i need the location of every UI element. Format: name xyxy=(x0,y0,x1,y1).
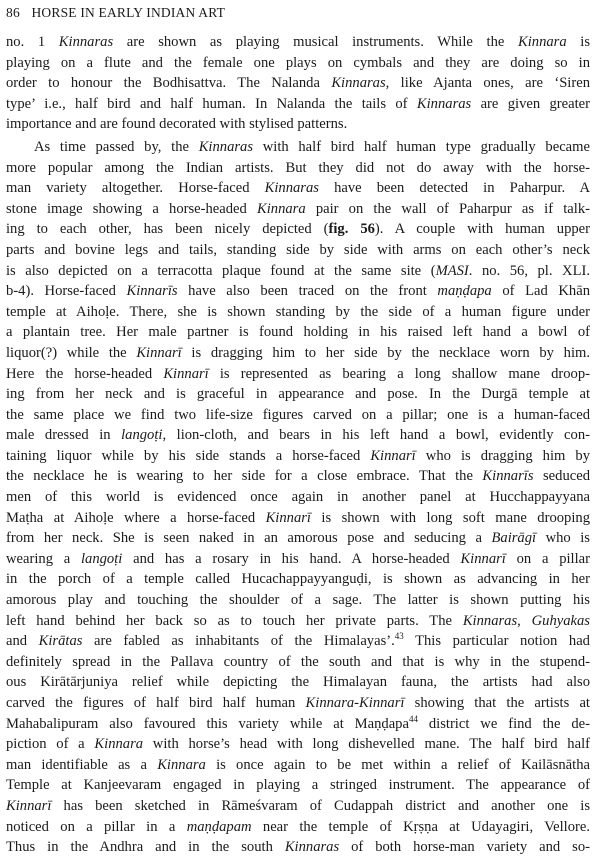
text-line: Maṭha at Aihoḷe where a horse-faced Kinnarī is shown with long soft mane drooping xyxy=(6,509,590,526)
text-line: Mahabalipuram also favoured this variety while at Maṇḍapa$^{44}$ district we find the de- xyxy=(6,713,590,732)
text-line: a plantain tree. Her male partner is found holding in his raised left hand a bowl of xyxy=(6,324,590,341)
text-line: in the porch of a temple called Hucachappayyanguḍi, is shown as advancing in her xyxy=(6,571,590,588)
text-line: wearing a langoṭi and has a rosary in his hand. A horse-headed Kinnarī on a pillar xyxy=(6,550,590,567)
text-line: carved the figures of half bird half human Kinnara-Kinnarī showing that the artists at xyxy=(6,695,590,711)
paragraph-2 xyxy=(6,137,590,858)
text-line: left hand behind her back so as to touch her private parts. The Kinnaras, Guhyakas xyxy=(6,612,590,629)
text-line: b-4). Horse-faced Kinnarīs have also been traced on the front maṇḍapa of Lad Khān xyxy=(6,283,590,300)
text-line: playing on a flute and the female one plays on cymbals and they are doing so in xyxy=(6,54,590,71)
text-line: type’ i.e., half bird and half human. In Nalanda the tails of Kinnaras are given greater xyxy=(6,95,590,112)
text-line: men of this world is evidenced once again in another panel at Hucchappayyana xyxy=(6,489,590,506)
text-line: more popular among the Indian artists. But they did not do away with the horse- xyxy=(6,159,590,176)
text-line: no. 1 Kinnaras are shown as playing musical instruments. While the Kinnara is xyxy=(6,34,590,50)
text-line: from her neck. She is seen naked in an amorous pose and seducing a Bairāgī who is xyxy=(6,530,590,547)
text-line: stone image showing a horse-headed Kinnara pair on the wall of Paharpur as if talk- xyxy=(6,200,590,217)
text-line: definitely spread in the Pallava country of the south and that is why in the stupend- xyxy=(6,653,590,670)
text-line: Thus in the Andhra and in the south Kinnaras of both horse-man variety and so- xyxy=(6,839,590,856)
text-line: As time passed by, the Kinnaras with half bird half human type gradually became xyxy=(34,138,590,155)
text-line: male dressed in langoṭi, lion-cloth, and bears in his left hand a bowl, evidently con- xyxy=(6,427,590,444)
text-line: ing to each other, has been nicely depicted (fig. 56). A couple with human upper xyxy=(6,221,590,238)
text-line: taining liquor while by his side stands a horse-faced Kinnarī who is dragging him by xyxy=(6,447,590,464)
text-line: man variety altogether. Horse-faced Kinnaras have been detected in Paharpur. A xyxy=(6,180,590,197)
text-line: amorous play and touching the shoulder of a sage. The latter is shown putting his xyxy=(6,592,590,609)
text-line: the necklace he is wearing to her side for a close embrace. That the Kinnarīs seduced xyxy=(6,468,590,485)
paragraph-1 xyxy=(6,32,590,135)
text-line: and Kirātas are fabled as inhabitants of the Himalayas’.$^{43}$ This particular notion had xyxy=(6,631,590,650)
text-line: is also depicted on a terracotta plaque found at the same site (MASI. no. 56, pl. XLI. xyxy=(6,262,590,279)
text-line: the same place we find two life-size figures carved on a pillar; one is a human-faced xyxy=(6,406,590,423)
text-line: Temple at Kanjeevaram engaged in playing a stringed instrument. The appearance of xyxy=(6,777,590,794)
text-line: Kinnarī has been sketched in Rāmeśvaram of Cudappah district and another one is xyxy=(6,797,590,814)
text-line: piction of a Kinnara with horse’s head with long dishevelled mane. The half bird half xyxy=(6,736,590,753)
text-line: man identifiable as a Kinnara is once again to be met within a relief of Kailāsnātha xyxy=(6,756,590,773)
text-line: importance and are found decorated with stylised patterns. xyxy=(6,116,348,133)
text-line: liquor(?) while the Kinnarī is dragging him to her side by the necklace worn by him. xyxy=(6,344,590,361)
running-title: HORSE IN EARLY INDIAN ART xyxy=(31,5,226,20)
text-line: Here the horse-headed Kinnarī is represented as bearing a long shallow mane droop- xyxy=(6,365,590,382)
page-number: 86 xyxy=(6,5,20,20)
text-line: order to honour the Bodhisattva. The Nalanda Kinnaras, like Ajanta ones, are ‘Siren xyxy=(6,75,590,92)
text-line: parts and bovine legs and tails, standing side by side with arms on each other’s neck xyxy=(6,241,590,258)
text-line: noticed on a pillar in a maṇḍapam near the temple of Kṛṣṇa at Udayagiri, Vellore. xyxy=(6,818,590,835)
running-header xyxy=(6,4,590,22)
text-line: ing from her neck and is graceful in appearance and pose. In the Durgā temple at xyxy=(6,386,590,403)
text-line: temple at Aihoḷe. There, she is shown standing by the side of a human figure under xyxy=(6,303,590,320)
text-line: ous Kirātārjuniya relief while depicting the Himalayan fauna, the artists had also xyxy=(6,674,590,691)
